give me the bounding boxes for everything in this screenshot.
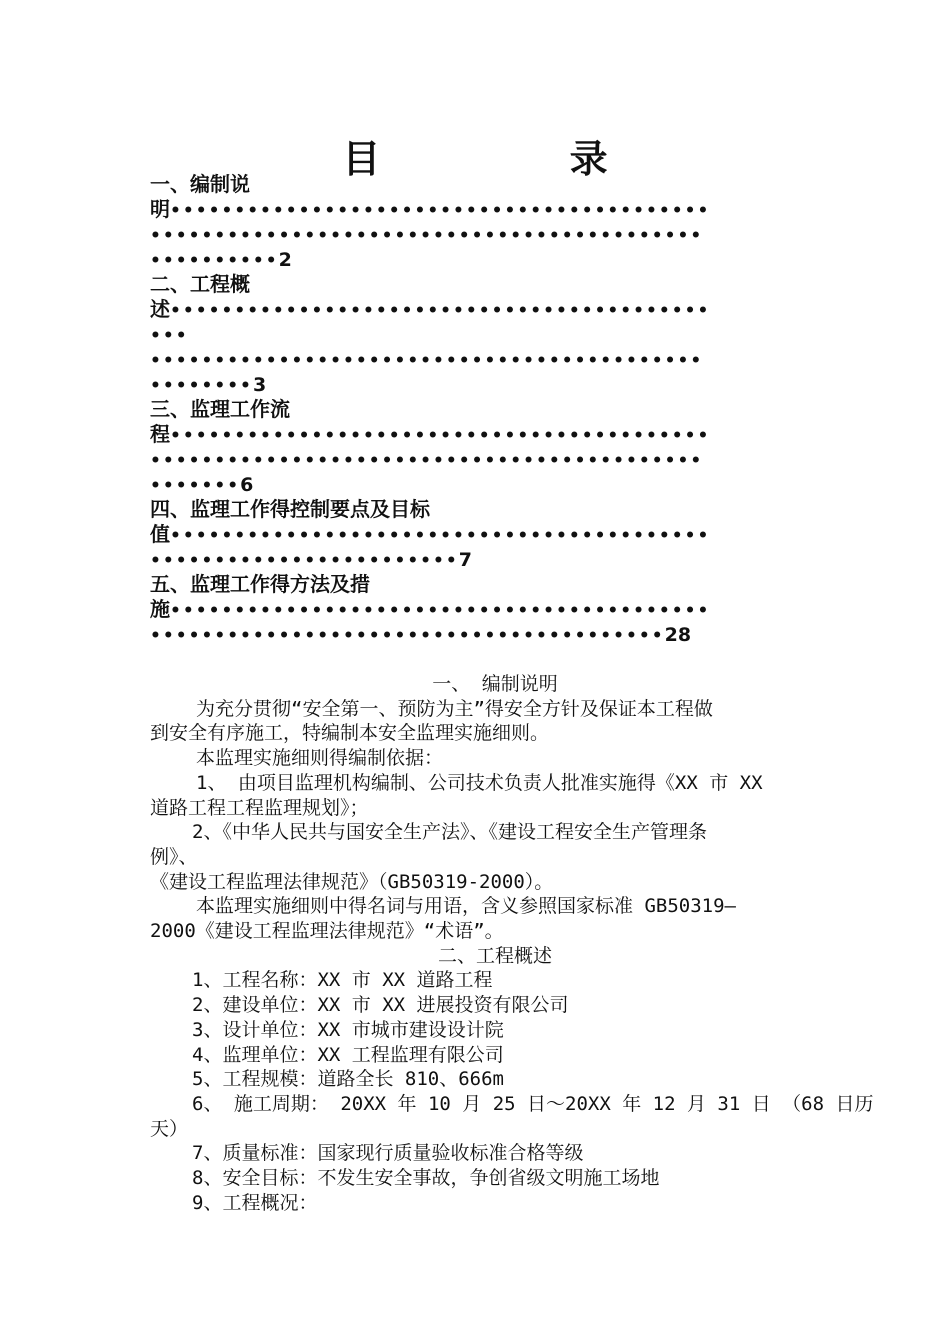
toc-page-number: 28 <box>664 624 692 646</box>
list-item: 5、工程规模：道路全长 810、666m <box>192 1068 504 1091</box>
toc-leader-dots: •••••••••••••••••••••••••••••••••••••••••• <box>170 526 711 546</box>
list-item-cont: 天） <box>150 1117 189 1140</box>
paragraph: 本监理实施细则中得名词与用语，含义参照国家标准 GB50319— <box>196 895 736 918</box>
section-heading-2: 二、工程概述 <box>437 944 552 967</box>
toc-leader-dots: ••••••• <box>150 476 241 496</box>
toc-entry-3-title[interactable]: 三、监理工作流 <box>150 397 290 421</box>
section-heading-1: 一、 编制说明 <box>432 673 558 695</box>
toc-page-number: 7 <box>458 549 473 571</box>
paragraph: 为充分贯彻“安全第一、预防为主”得安全方针及保证本工程做 <box>196 697 713 720</box>
toc-leader-dots: ••••••••••••••••••••••••••••••••••••••••••• <box>150 351 704 371</box>
list-item: 1、 由项目监理机构编制、公司技术负责人批准实施得《XX 市 XX <box>196 771 763 794</box>
list-item-cont: 道路工程工程监理规划》； <box>150 796 369 819</box>
toc-page-number: 6 <box>240 474 254 496</box>
toc-leader-dots: ••••••••••••••••••••••••••••••••••••••••••• <box>150 226 704 246</box>
toc-leader-dots: •••••••••• <box>150 251 279 271</box>
toc-entry-5-title[interactable]: 五、监理工作得方法及措 <box>150 572 370 596</box>
list-item: 7、质量标准：国家现行质量验收标准合格等级 <box>192 1142 584 1165</box>
list-item: 1、工程名称：XX 市 XX 道路工程 <box>192 969 493 992</box>
list-item: 2、《中华人民共与国安全生产法》、《建设工程安全生产管理条 <box>192 821 707 844</box>
toc-leader-dots: ••• <box>150 326 189 346</box>
list-item: 6、 施工周期： 20XX 年 10 月 25 日～20XX 年 12 月 31 日 （68 日历 <box>192 1092 874 1115</box>
list-item: 4、监理单位：XX 工程监理有限公司 <box>192 1043 504 1066</box>
toc-entry-4-title-cont: 值 <box>150 522 170 546</box>
list-item: 8、安全目标：不发生安全事故，争创省级文明施工场地 <box>192 1167 660 1190</box>
document-body <box>150 672 874 1215</box>
paragraph-cont: 到安全有序施工，特编制本安全监理实施细则。 <box>150 722 550 745</box>
paragraph-cont: 2000《建设工程监理法律规范》“术语”。 <box>150 920 504 943</box>
list-item: 9、工程概况： <box>192 1191 318 1214</box>
list-item-cont: 例》、 <box>150 845 198 868</box>
paragraph: 本监理实施细则得编制依据： <box>196 747 444 770</box>
toc-entry-2-title-cont: 述 <box>150 297 170 321</box>
list-item-cont: 《建设工程监理法律规范》（GB50319-2000）。 <box>150 870 554 893</box>
toc-leader-dots: •••••••••••••••••••••••••••••••••••••••••• <box>170 601 711 621</box>
toc-entry-1-title[interactable]: 一、编制说 <box>150 172 250 196</box>
list-item: 2、建设单位：XX 市 XX 进展投资有限公司 <box>192 994 569 1017</box>
toc-page-number: 2 <box>278 249 292 271</box>
toc-entry-2-title[interactable]: 二、工程概 <box>150 272 250 296</box>
toc-entry-4-title[interactable]: 四、监理工作得控制要点及目标 <box>150 497 430 521</box>
table-of-contents <box>150 172 840 647</box>
toc-leader-dots: •••••••••••••••••••••••••••••••••••••••••• <box>170 301 711 321</box>
toc-entry-5-title-cont: 施 <box>150 597 170 621</box>
toc-leader-dots: •••••••• <box>150 376 253 396</box>
toc-entry-3-title-cont: 程 <box>150 422 170 446</box>
toc-title: 目 录 <box>342 136 696 181</box>
toc-entry-1-title-cont: 明 <box>150 197 170 221</box>
list-item: 3、设计单位：XX 市城市建设设计院 <box>192 1018 504 1041</box>
toc-leader-dots: •••••••••••••••••••••••• <box>150 551 459 571</box>
toc-page-number: 3 <box>252 374 267 396</box>
toc-leader-dots: ••••••••••••••••••••••••••••••••••••••••••• <box>150 451 704 471</box>
toc-leader-dots: •••••••••••••••••••••••••••••••••••••••••• <box>170 426 711 446</box>
toc-leader-dots: •••••••••••••••••••••••••••••••••••••••••• <box>170 201 711 221</box>
toc-leader-dots: •••••••••••••••••••••••••••••••••••••••• <box>150 626 665 646</box>
